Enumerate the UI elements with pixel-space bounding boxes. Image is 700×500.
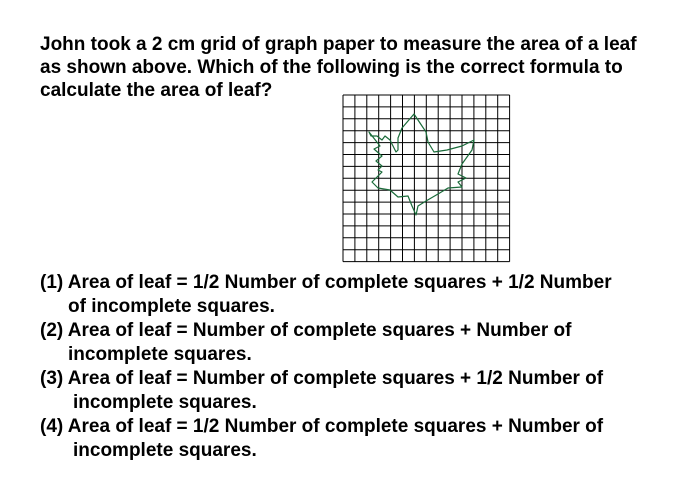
- option-3-line2: incomplete squares.: [73, 392, 257, 413]
- grid-svg: [342, 94, 512, 266]
- option-1-line2: of incomplete squares.: [68, 296, 275, 317]
- leaf-grid-figure: [342, 94, 512, 271]
- leaf-outline: [369, 114, 474, 215]
- question-text: [40, 33, 680, 102]
- option-4-line1: (4) Area of leaf = 1/2 Number of complete squares + Number of: [40, 416, 604, 437]
- option-1[interactable]: [40, 271, 680, 319]
- question-line: as shown above. Which of the following is the correct formula to: [40, 57, 623, 78]
- question-line: John took a 2 cm grid of graph paper to measure the area of a leaf: [40, 34, 637, 55]
- option-2-line1: (2) Area of leaf = Number of complete squares + Number of: [40, 320, 572, 341]
- option-3[interactable]: [40, 367, 680, 415]
- option-2-line2: incomplete squares.: [68, 344, 252, 365]
- option-3-line1: (3) Area of leaf = Number of complete squares + 1/2 Number of: [40, 368, 604, 389]
- grid-lines: [343, 95, 510, 262]
- question-line: calculate the area of leaf?: [40, 80, 273, 101]
- option-1-line1: (1) Area of leaf = 1/2 Number of complete squares + 1/2 Number: [40, 272, 612, 293]
- option-2[interactable]: [40, 319, 680, 367]
- option-4-line2: incomplete squares.: [73, 440, 257, 461]
- option-4[interactable]: [40, 415, 680, 463]
- answer-options: [40, 271, 680, 463]
